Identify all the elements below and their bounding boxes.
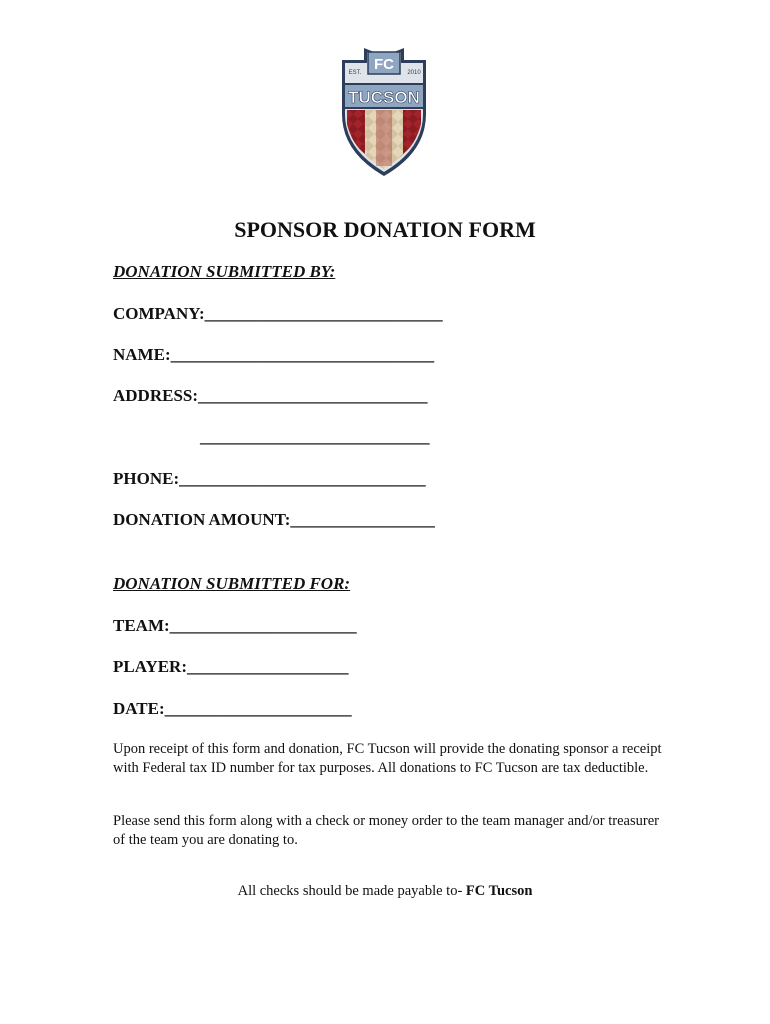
- phone-field[interactable]: PHONE:_____________________________: [113, 469, 426, 488]
- company-field[interactable]: COMPANY:____________________________: [113, 304, 443, 323]
- receipt-paragraph: Upon receipt of this form and donation, FC Tucson will provide the donating sponsor a receipt with Federal tax ID number for tax purposes. All donations to FC Tucson are tax deductible.: [113, 741, 662, 776]
- fc-tucson-crest-icon: [338, 44, 430, 178]
- tucson-text: TUCSON: [348, 88, 420, 107]
- team-field[interactable]: TEAM:______________________: [113, 616, 357, 635]
- fc-text: FC: [374, 56, 394, 73]
- est-text: EST.: [348, 70, 362, 76]
- address-line2-field[interactable]: ___________________________: [200, 427, 430, 446]
- date-field[interactable]: DATE:______________________: [113, 699, 352, 718]
- page-title: SPONSOR DONATION FORM: [234, 217, 536, 242]
- payee-name: FC Tucson: [465, 883, 533, 899]
- section-submitted-for: DONATION SUBMITTED FOR:: [113, 574, 351, 593]
- send-paragraph: Please send this form along with a check or money order to the team manager and/or treasurer of the team you are donating to.: [113, 813, 659, 848]
- donation-amount-field[interactable]: DONATION AMOUNT:_________________: [113, 510, 435, 529]
- address-field[interactable]: ADDRESS:___________________________: [113, 386, 428, 405]
- year-text: 2010: [407, 70, 421, 76]
- payable-line: [0, 883, 770, 900]
- player-field[interactable]: PLAYER:___________________: [113, 657, 349, 676]
- name-field[interactable]: NAME:_______________________________: [113, 345, 435, 364]
- section-submitted-by: DONATION SUBMITTED BY:: [113, 262, 336, 281]
- payable-text: All checks should be made payable to-: [237, 883, 463, 899]
